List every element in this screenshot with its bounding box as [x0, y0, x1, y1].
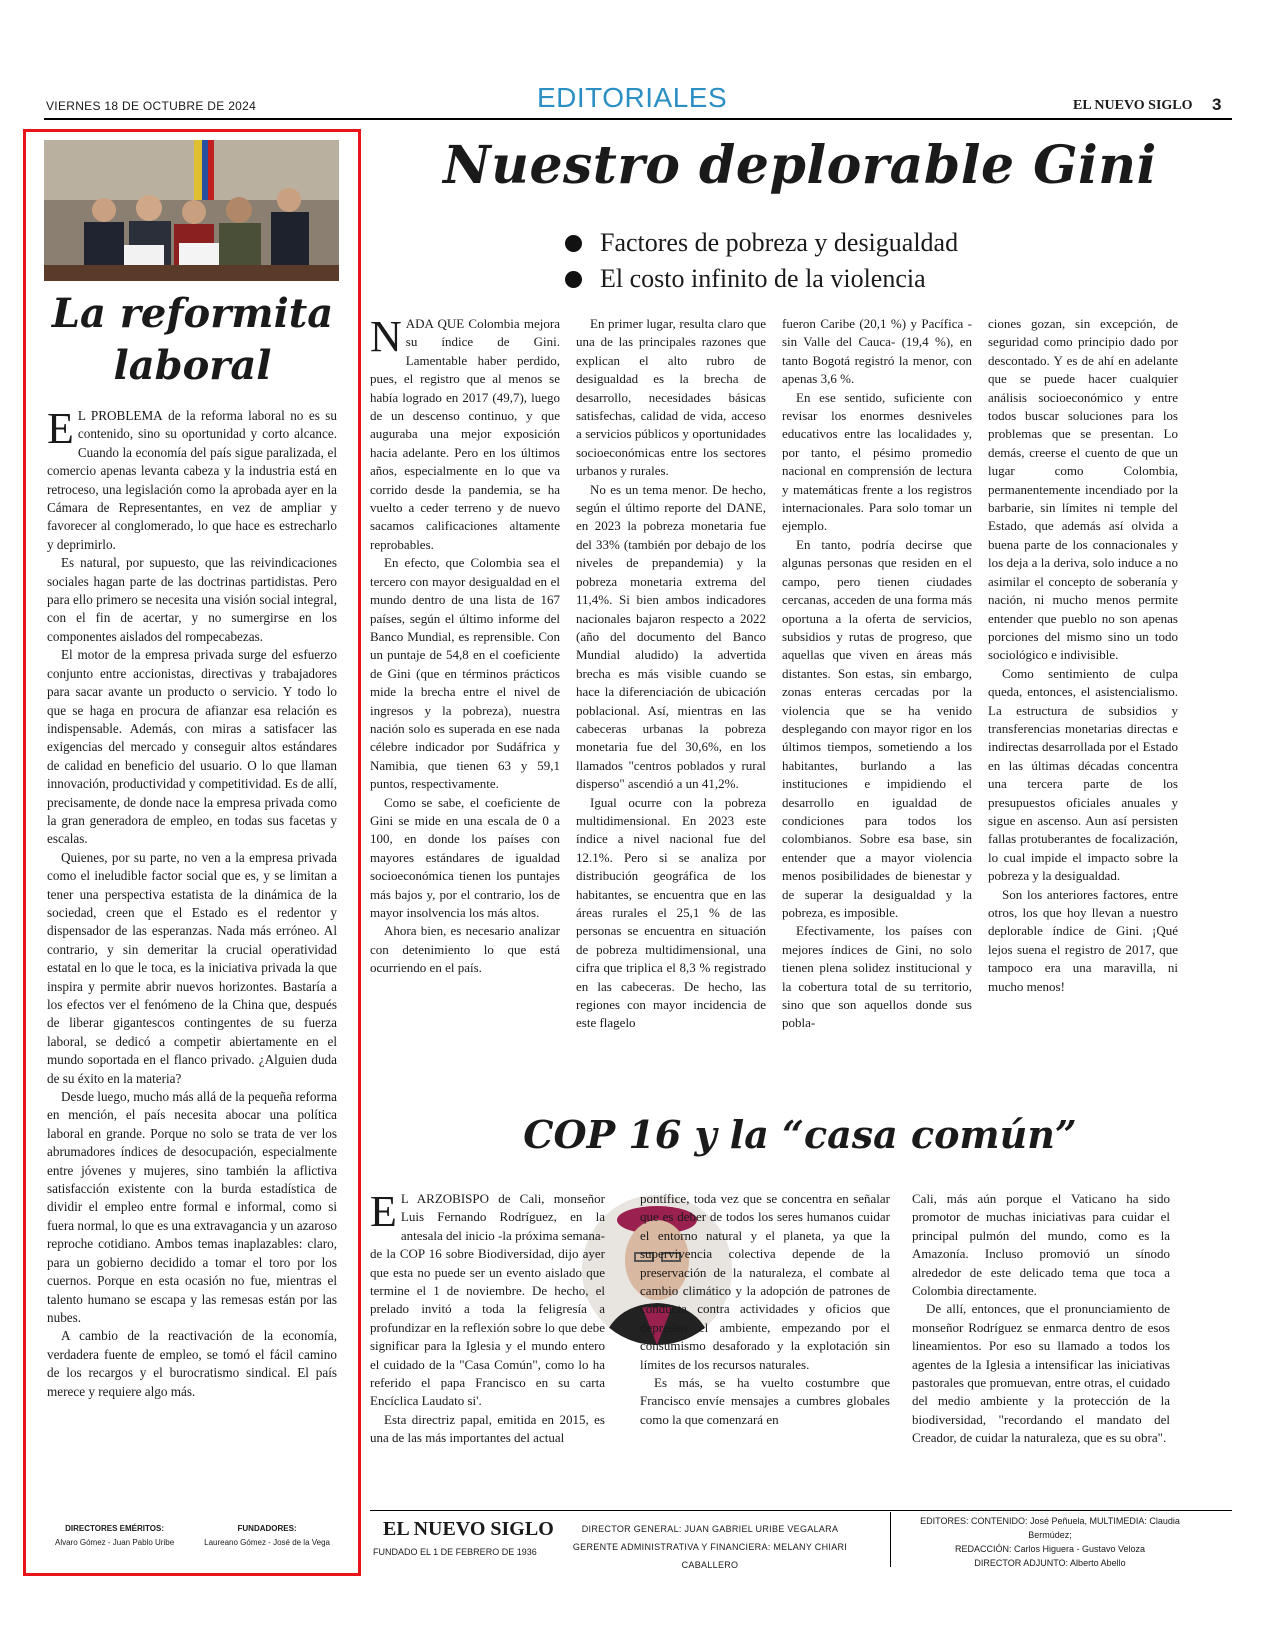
page-number: 3: [1212, 95, 1222, 114]
newspaper-logo: EL NUEVO SIGLO: [1073, 98, 1193, 113]
paragraph-text: Ahora bien, es necesario analizar con detenimiento lo que está ocurriendo en el país.: [370, 923, 560, 976]
paragraph-text: A cambio de la reactivación de la economía, verdadera fuente de empleo, se tomó el fácil camino de los recargos y el burocratismo sindical. El país merece y requiere algo más.: [47, 1328, 337, 1399]
paragraph-text: ciones gozan, sin excepción, de seguridad como principio dado por descontado. Y es de ahí en adelante que se puede hacer cualquier análisis socioeconómico y entre todos buscar soluciones para los problemas que se presentan. Lo demás, creerse el cuento de que un lugar como Colombia, permanentemente incendiado por la barbarie, sin límites ni temple del Estado, que además así olvida a buena parte de los connacionales y los deja a la deriva, solo induce a no asimilar el concepto de soberanía y nación, ni mucho menos permite entender que pueblo no son apenas porciones del mismo sino un todo sociológico e indivisible.: [988, 316, 1178, 663]
paragraph-text: Es natural, por supuesto, que las reivindicaciones sociales hagan parte de las doctrinas partidistas. Pero para ello primero se necesita una visión social integral, con el fin de acertar, y no sumergirse en los componentes aislados del rompecabezas.: [47, 555, 337, 644]
paragraph: [640, 1190, 890, 1374]
paragraph: [370, 1187, 605, 1411]
bullet-dot-icon: [565, 235, 582, 252]
footer-rule: [370, 1510, 1232, 1511]
main-column-1: [370, 312, 560, 978]
paragraph: [370, 1411, 605, 1448]
drop-cap: E: [370, 1187, 397, 1236]
paragraph: [576, 315, 766, 481]
paragraph-text: Quienes, por su parte, no ven a la empresa privada como el ineludible factor social que es, y se limitan a tener una perspectiva estatista de la dinámica de la sociedad, creen que el Estado es el redentor y dispensador de las esperanzas. Nada más erróneo. Al contrario, y sin demeritar la crucial operatividad estatal en lo que le toca, es la iniciativa privada la que inspira y permite abrir nuevos horizontes. Bastaría a los efectos ver el fenómeno de la China que, después de liberar gigantescos contingentes de su fuerza laboral, se dedicó a competir abiertamente en el mundo soportada en el flanco privado. ¿Alguien duda de su éxito en la materia?: [47, 849, 337, 1086]
paragraph: [988, 886, 1178, 996]
paragraph-text: Esta directriz papal, emitida en 2015, es una de las más importantes del actual: [370, 1411, 605, 1446]
main-column-4: [988, 315, 1178, 996]
footer-divider: [890, 1512, 891, 1567]
paragraph-text: De allí, entonces, que el pronunciamiento de monseñor Rodríguez se enmarca dentro de esos lineamientos. Por eso su llamado a todos los agentes de la Iglesia a intensificar las iniciativas pastorales que promuevan, entre otras, el cuidado del medio ambiente y la protección de la biodiversidad, "recordando el mandato del Creador, de cuidar la naturaleza, que es su obra".: [912, 1301, 1170, 1446]
redaccion: REDACCIÓN: Carlos Higuera - Gustavo Veloza: [954, 1544, 1146, 1554]
paragraph: [370, 794, 560, 923]
congress-photo: [44, 140, 339, 281]
paragraph-text: En primer lugar, resulta claro que una de las principales razones que explican el alto rubro de desigualdad es la brecha de desarrollo, necesidades básicas satisfechas, calidad de vida, acceso a servicios públicos y oportunidades socioeconómicas entre los sectores urbanos y rurales.: [576, 316, 766, 479]
cop-column-1: [370, 1187, 605, 1448]
paragraph: [782, 389, 972, 536]
left-editorial-title: La reformita laboral: [51, 290, 334, 389]
paragraph: [782, 922, 972, 1032]
main-column-2: [576, 315, 766, 1033]
fundadores-label: FUNDADORES:: [237, 1524, 297, 1533]
founded-date: FUNDADO EL 1 DE FEBRERO DE 1936: [373, 1547, 537, 1557]
director-general: DIRECTOR GENERAL: JUAN GABRIEL URIBE VEGALARA: [581, 1524, 839, 1534]
bullet-item: [565, 225, 958, 261]
main-editorial-title: Nuestro deplorable Gini: [443, 135, 1157, 196]
paragraph-text: Es más, se ha vuelto costumbre que Francisco envíe mensajes a cumbres globales como la que comenzará en: [640, 1375, 890, 1427]
paragraph-text: El motor de la empresa privada surge del esfuerzo conjunto entre accionistas, directivas y trabajadores para sacar avante un producto o servicio. Y todo lo que se haga en procura de afianzar esa relación es indispensable. Además, con miras a satisfacer las exigencias del mercado y conseguir altos estándares de calidad en beneficio del usuario. O lo que llaman innovación, productividad y competitividad. Es de allí, precisamente, de donde nace la empresa privada como la gran generadora de empleo, en todas sus facetas y escalas.: [47, 647, 337, 847]
paragraph: [576, 794, 766, 1033]
paragraph: [47, 554, 337, 646]
subtitle-bullets: [565, 225, 958, 297]
left-footer: [40, 1522, 345, 1550]
footer-editors: [900, 1514, 1200, 1570]
paragraph-text: En efecto, que Colombia sea el tercero con mayor desigualdad en el mundo dentro de una lista de 167 países, según el último informe del Banco Mundial, es reprensible. Con un puntaje de 54,8 en el coeficiente de Gini (que en términos prácticos mide la brecha entre el nivel de ingresos y la pobreza), nuestra nación solo es superada en ese nada célebre indicador por Sudáfrica y Namibia, que tienen 63 y 59,1 puntos, respectivamente.: [370, 555, 560, 792]
paragraph: [912, 1190, 1170, 1300]
paragraph-text: de Cali, monseñor Luis Fernando Rodríguez, en la antesala del inicio -la próxima semana- de la COP 16 sobre Biodiversidad, dijo ayer que esta no puede ser un evento aislado que termine el 1 de noviembre. De hecho, el prelado invitó a toda la feligresía a profundizar en la reflexión sobre lo que debe significar para la Iglesia y el mundo entero el cuidado de la "Casa Común", como lo ha referido el papa Francisco en su carta Encíclica Laudato si'.: [370, 1191, 605, 1409]
paragraph-text: Cali, más aún porque el Vaticano ha sido promotor de muchas iniciativas para cuidar el principal pulmón del mundo, como es la Amazonía. Incluso promovió un sínodo alrededor de este delicado tema que toca a Colombia directamente.: [912, 1191, 1170, 1299]
emeritos-names: Alvaro Gómez - Juan Pablo Uribe: [54, 1538, 175, 1547]
paragraph: [370, 554, 560, 793]
cop-editorial-title: COP 16 y la “casa común”: [523, 1112, 1077, 1157]
cop-column-3: [912, 1190, 1170, 1448]
paragraph-text: Son los anteriores factores, entre otros, los que hoy llevan a nuestro deplorable índice de Gini. ¡Qué lejos suena el registro de 2017, que tampoco era una maravilla, ni mucho menos!: [988, 886, 1178, 994]
paragraph: [370, 312, 560, 554]
paragraph: [988, 315, 1178, 665]
editores: EDITORES: CONTENIDO: José Peñuela, MULTIMEDIA: Claudia Bermúdez;: [920, 1516, 1180, 1540]
paragraph: [640, 1374, 890, 1429]
footer-directors: [560, 1520, 860, 1574]
paragraph-text: En ese sentido, suficiente con revisar los enormes desniveles educativos entre las localidades y, por tanto, el pésimo promedio nacional en comprensión de lectura y matemáticas frente a los registros internacionales. Para solo tomar un ejemplo.: [782, 389, 972, 534]
paragraph-text: En tanto, podría decirse que algunas personas que residen en el campo, pero tienen ciudades cercanas, acceden de una forma más oportuna a la oferta de servicios, subsidios y rutas de progreso, que aquellas que viven en áreas más distantes. Son estas, sin embargo, zonas enteras cercadas por la violencia que se ha venido desplegando con mayor rigor en los últimos tiempos, sometiendo a los habitantes, burlando a las instituciones e impidiendo el desarrollo en igualdad de condiciones para todos los colombianos. Sobre esa base, sin entender que a mayor violencia menos posibilidades de bienestar y de superar la desigualdad y la pobreza, es imposible.: [782, 536, 972, 920]
paragraph-text: Como sentimiento de culpa queda, entonces, el asistencialismo. La estructura de subsidios y transferencias monetarias directas e indirectas desarrollada por el Estado en las últimas décadas concentra una tercera parte de los presupuestos oficiales anuales y sigue en ascenso. Aun así persisten fallas protuberantes de focalización, lo cual impide el impacto sobre la pobreza y la desigualdad.: [988, 665, 1178, 884]
bullet-dot-icon: [565, 271, 582, 288]
paragraph-text: Efectivamente, los países con mejores índices de Gini, no solo tienen plena solidez institucional y la cobertura total de su territorio, sino que son aquellos donde sus pobla-: [782, 923, 972, 1031]
paragraph-text: Desde luego, mucho más allá de la pequeña reforma en mención, el país necesita abocar una política laboral en grande. Porque no solo se trata de ver los abrumadores índices de desocupación, especialmente entre jóvenes y mujeres, sino también la aflictiva satisfacción existente con la burda estadística de dividir el empleo entre formal e informal, como si fuera normal, lo que es una extravagancia y un azaroso reproche cotidiano. Ambos temas inaplazables: claro, para un gobierno decidido a tomar el toro por los cuernos. Porque en esta ocasión no fue, mientras el talento humano se escapa y las remesas están por las nubes.: [47, 1089, 337, 1325]
director-adjunto: DIRECTOR ADJUNTO: Alberto Abello: [974, 1558, 1126, 1568]
paragraph-text: fueron Caribe (20,1 %) y Pacífica -sin Valle del Cauca- (19,4 %), en tanto Bogotá registró la menor, con apenas 3,6 %.: [782, 316, 972, 387]
lead-words: L ARZOBISPO: [400, 1191, 490, 1206]
lead-words: ADA QUE: [405, 316, 465, 331]
paragraph-text: No es un tema menor. De hecho, según el último reporte del DANE, en 2023 la pobreza monetaria fue del 33% (también por debajo de los niveles de prepandemia) y la pobreza monetaria extrema del 11,4%. Si bien ambos indicadores nacionales bajaron respecto a 2022 (año del documento del Banco Mundial aludido) la advertida brecha es más visible cuando se hace la diferenciación de ubicación poblacional. Así, mientras en las cabeceras urbanas la pobreza monetaria fue del 30,6%, en los llamados "centros poblados y rural disperso" ascendió a un 41,2%.: [576, 481, 766, 792]
paragraph-text: Como se sabe, el coeficiente de Gini se mide en una escala de 0 a 100, en donde los países con mayores estándares de igualdad socioeconómica tienen los puntajes más bajos y, por el contrario, los de mayor insolvencia los más altos.: [370, 794, 560, 920]
paragraph: [47, 404, 337, 554]
bullet-text: El costo infinito de la violencia: [600, 264, 926, 293]
paragraph: [912, 1300, 1170, 1447]
bullet-text: Factores de pobreza y desigualdad: [600, 228, 959, 257]
main-column-3: [782, 315, 972, 1033]
drop-cap: E: [47, 404, 74, 453]
header-rule: [44, 118, 1232, 120]
gerente: GERENTE ADMINISTRATIVA Y FINANCIERA: MELANY CHIARI CABALLERO: [572, 1542, 848, 1570]
fundadores-names: Laureano Gómez - José de la Vega: [204, 1538, 330, 1547]
section-title: EDITORIALES: [537, 82, 728, 113]
paragraph-text: pontífice, toda vez que se concentra en señalar que es deber de todos los seres humanos cuidar el entorno natural y el planeta, ya que la supervivencia colectiva depende de la preservación de la naturaleza, el combate al cambio climático y la adopción de patrones de conducta contra actividades y oficios que depreden el ambiente, empezando por el consumismo desaforado y la explotación sin límites de los recursos naturales.: [640, 1191, 890, 1372]
paragraph: [47, 849, 337, 1088]
paragraph: [370, 922, 560, 977]
paragraph: [47, 1327, 337, 1401]
paragraph-text: Igual ocurre con la pobreza multidimensional. En 2023 este índice a nivel nacional fue del 12.1%. Pero si se analiza por distribución geográfica de los habitantes, se encuentra que en las áreas rurales el 25,1 % de las personas se encuentra en situación de pobreza multidimensional, una cifra que triplica el 8,3 % registrado en las cabeceras. De hecho, las regiones con mayor incidencia de este flagelo: [576, 794, 766, 1031]
drop-cap: N: [370, 312, 402, 361]
emeritos-label: DIRECTORES EMÉRITOS:: [65, 1524, 164, 1533]
lead-words: L PROBLEMA: [77, 408, 163, 423]
page-date: VIERNES 18 DE OCTUBRE DE 2024: [46, 99, 257, 113]
footer-logo: EL NUEVO SIGLO: [383, 1518, 554, 1540]
paragraph: [782, 536, 972, 923]
paragraph: [47, 646, 337, 848]
paragraph: [782, 315, 972, 389]
paragraph: [988, 665, 1178, 886]
left-editorial-body: [47, 404, 337, 1401]
paragraph-text: de la reforma laboral no es su contenido, sino su oportunidad y corto alcance. Cuando la economía del país sigue paralizada, el comercio apenas levanta cabeza y la industria está en retroceso, una legislación como la aprobada ayer en la Cámara de Representantes, en vez de ampliar y favorecer al conglomerado, lo que hace es estrecharlo y deprimirlo.: [47, 408, 337, 552]
paragraph-text: Colombia mejora su índice de Gini. Lamentable haber perdido, pues, el registro que al menos se había logrado en 2017 (49,7), luego de un descenso continuo, y que auguraba una mejor exposición hacia adelante. Pero en los últimos años, especialmente en lo que va corrido desde la pandemia, se ha vuelto a ceder terreno y de nuevo sacamos calificaciones altamente reprobables.: [370, 316, 560, 552]
paragraph: [47, 1088, 337, 1327]
paragraph: [576, 481, 766, 794]
cop-column-2: [640, 1190, 890, 1429]
bullet-item: [565, 261, 958, 297]
